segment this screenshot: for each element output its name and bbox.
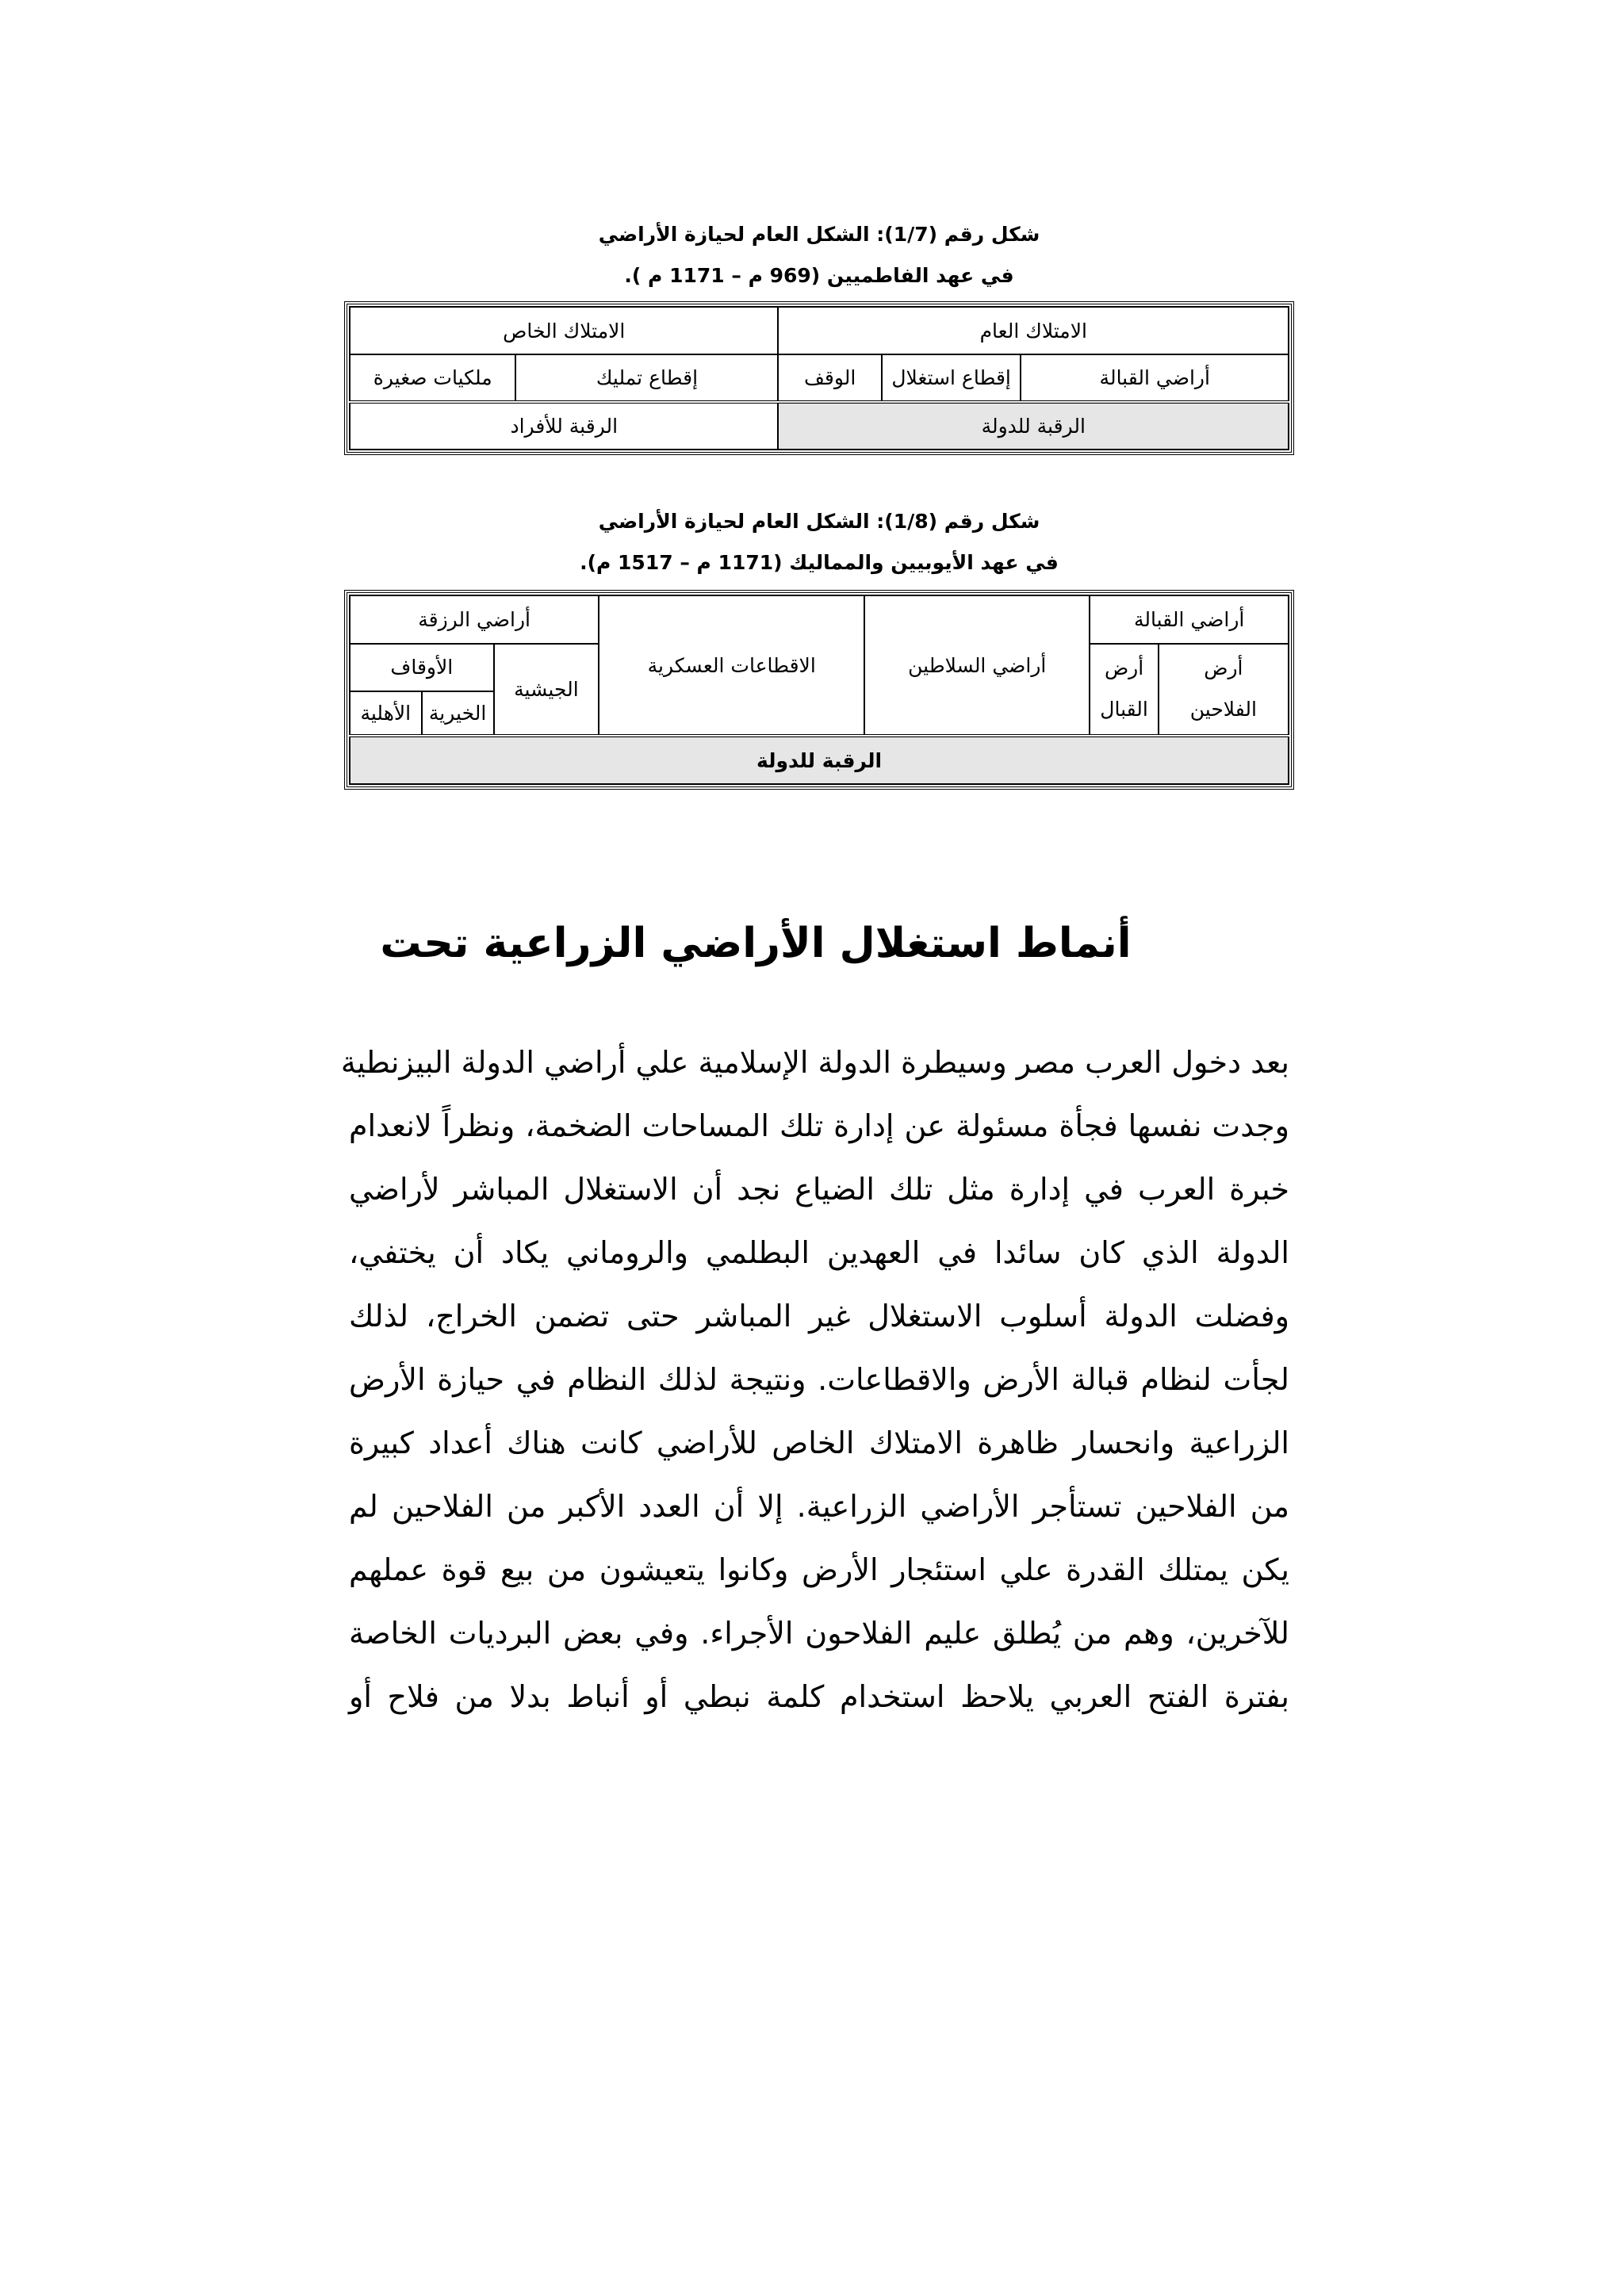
sultans-lands-cell: أراضي السلاطين xyxy=(864,595,1090,736)
charitable-waqf-cell: الخيرية xyxy=(422,691,494,736)
jayshiya-cell: الجيشية xyxy=(494,644,599,737)
state-ownership-cell: الرقبة للدولة xyxy=(778,402,1289,450)
land-tenure-table-ayyubid-mamluk xyxy=(349,595,1289,785)
figure-caption-2-line-1: شكل رقم (1/8): الشكل العام لحيازة الأراضي xyxy=(598,510,1040,533)
peasants-land-line-2: الفلاحين xyxy=(1189,698,1257,721)
qubbal-land-line-1: أرض xyxy=(1104,656,1144,680)
military-iqta-cell: الاقطاعات العسكرية xyxy=(599,595,864,736)
family-waqf-cell: الأهلية xyxy=(350,691,422,736)
awqaf-cell: الأوقاف xyxy=(350,644,494,692)
private-ownership-header: الامتلاك الخاص xyxy=(350,307,778,354)
qabala-lands-header: أراضي القبالة xyxy=(1090,595,1289,644)
waqf-cell: الوقف xyxy=(778,354,881,402)
figure-caption-1-line-1: شكل رقم (1/7): الشكل العام لحيازة الأراضي xyxy=(598,223,1040,246)
qabala-lands-cell: أراضي القبالة xyxy=(1021,354,1289,402)
paragraph-line: الدولة الذي كان سائدا في العهدين البطلمي والروماني يكاد أن يختفي، xyxy=(349,1235,1289,1270)
qubbal-land-line-2: القبال xyxy=(1100,698,1148,721)
public-ownership-header: الامتلاك العام xyxy=(778,307,1289,354)
land-tenure-table-fatimid xyxy=(349,306,1289,450)
individual-ownership-cell: الرقبة للأفراد xyxy=(350,402,778,450)
state-ownership-row: الرقبة للدولة xyxy=(350,736,1289,784)
paragraph-line: الزراعية وانحسار ظاهرة الامتلاك الخاص للأراضي كانت هناك أعداد كبيرة xyxy=(349,1425,1289,1460)
paragraph-line: بعد دخول العرب مصر وسيطرة الدولة الإسلامية علي أراضي الدولة البيزنطية xyxy=(340,1045,1289,1080)
paragraph-line: يكن يمتلك القدرة علي استئجار الأرض وكانوا يتعيشون من بيع قوة عملهم xyxy=(349,1552,1289,1587)
figure-caption-2 xyxy=(349,501,1289,584)
body-paragraph xyxy=(340,1031,1289,1728)
section-heading: أنماط استغلال الأراضي الزراعية تحت xyxy=(380,920,1132,967)
figure-caption-1 xyxy=(349,214,1289,297)
qubbal-land-cell xyxy=(1090,644,1158,737)
figure-caption-1-line-2: في عهد الفاطميين (969 م – 1171 م ). xyxy=(624,264,1014,287)
paragraph-line: من الفلاحين تستأجر الأراضي الزراعية. إلا أن العدد الأكبر من الفلاحين لم xyxy=(349,1489,1289,1524)
rizqa-lands-header: أراضي الرزقة xyxy=(350,595,599,644)
ownership-iqta-cell: إقطاع تمليك xyxy=(515,354,778,402)
paragraph-line: بفترة الفتح العربي يلاحظ استخدام كلمة نبطي أو أنباط بدلا من فلاح أو xyxy=(349,1679,1289,1714)
paragraph-line: لجأت لنظام قبالة الأرض والاقطاعات. ونتيجة لذلك النظام في حيازة الأرض xyxy=(349,1362,1289,1397)
peasants-land-line-1: أرض xyxy=(1204,656,1243,680)
peasants-land-cell xyxy=(1159,644,1289,737)
small-holdings-cell: ملكيات صغيرة xyxy=(350,354,515,402)
paragraph-line: وجدت نفسها فجأة مسئولة عن إدارة تلك المساحات الضخمة، ونظراً لانعدام xyxy=(349,1108,1289,1143)
paragraph-line: وفضلت الدولة أسلوب الاستغلال غير المباشر حتى تضمن الخراج، لذلك xyxy=(349,1299,1289,1334)
exploitation-iqta-cell: إقطاع استغلال xyxy=(882,354,1021,402)
figure-caption-2-line-2: في عهد الأيوبيين والمماليك (1171 م – 1517 م). xyxy=(580,551,1059,574)
paragraph-line: خبرة العرب في إدارة مثل تلك الضياع نجد أن الاستغلال المباشر لأراضي xyxy=(349,1172,1289,1207)
paragraph-line: للآخرين، وهم من يُطلق عليم الفلاحون الأجراء. وفي بعض البرديات الخاصة xyxy=(349,1616,1289,1651)
